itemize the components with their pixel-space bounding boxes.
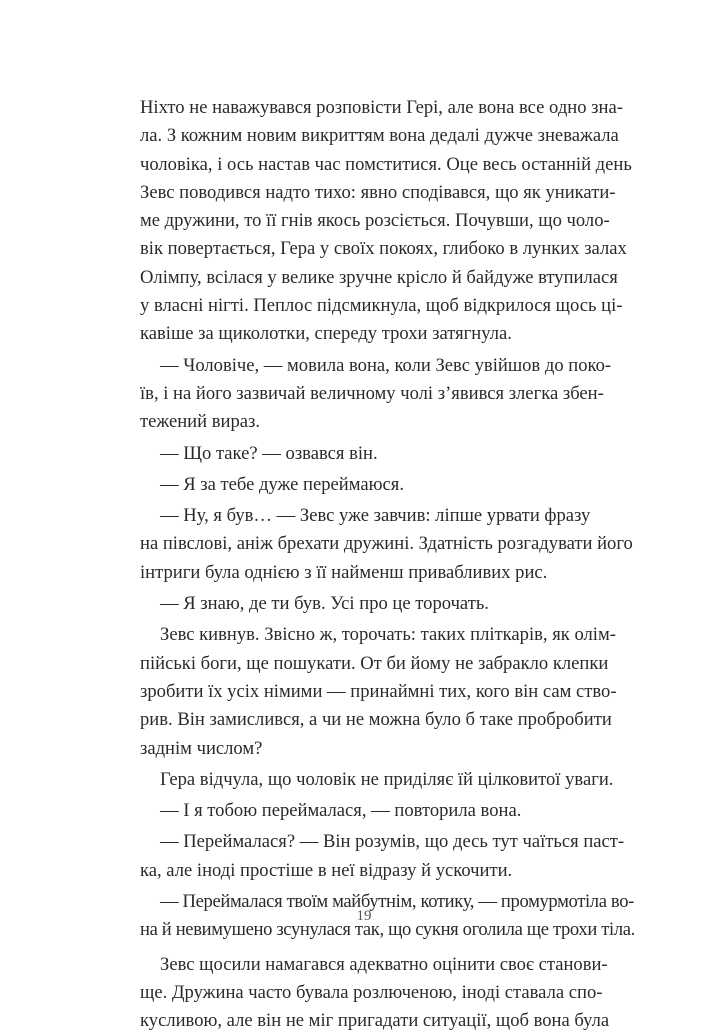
text-line: пійські боги, ще пошукати. От би йому не забракло клепки [140,652,609,674]
text-line: чоловіка, і ось настав час помститися. Оце весь останній день [140,153,632,175]
text-line: рив. Він замислився, а чи не можна було б таке пробробити [140,709,612,731]
text-line: зробити їх усіх німими — принаймні тих, кого він сам ство- [140,680,617,702]
text-line: кусливою, але він не міг пригадати ситуації, щоб вона була [140,1010,610,1032]
text-line: — Я за тебе дуже переймаюся. [160,473,404,495]
text-line: на півслові, аніж брехати дружині. Здатність розгадувати його [140,533,633,555]
text-line: у власні нігті. Пеплос підсмикнула, щоб відкрилося щось ці- [140,295,623,317]
text-line: ла. З кожним новим викриттям вона дедалі дужче зневажала [140,125,619,147]
text-line: вік повертається, Гера у своїх покоях, глибоко в лункиx залах [140,238,627,260]
text-line: Зевс щосили намагався адекватно оцінити своє станови- [160,953,608,975]
text-line: — Переймалася твоїм майбутнім, котику, — промурмотіла во- [160,891,635,913]
text-line: — Чоловіче, — мовила вона, коли Зевс увійшов до поко- [160,354,612,376]
text-line: на й невимушено зсунулася так, що сукня оголила ще трохи тіла. [140,919,635,941]
text-line: заднім числом? [140,737,263,759]
text-line: Ніхто не наважувався розповісти Гері, але вона все одно зна- [140,97,623,118]
text-line: Зевс поводився надто тихо: явно сподівався, що як уникати- [140,181,616,203]
text-line: — Ну, я був… — Зевс уже завчив: ліпше урвати фразу [160,505,591,527]
text-line: — І я тобою переймалася, — повторила вона. [160,800,522,822]
body-text [140,94,635,1036]
text-line: ще. Дружина часто бувала розлюченою, іноді ставала спо- [140,981,603,1003]
text-line: кавіше за щиколотки, спереду трохи затягнула. [140,323,512,345]
text-line: — Я знаю, де ти був. Усі про це торочать. [160,593,489,615]
text-line: ка, але іноді простіше в неї відразу й ускочити. [140,859,513,881]
page-number: 19 [356,908,372,924]
text-line: Зевс кивнув. Звісно ж, торочать: таких пліткарів, як олім- [160,624,616,646]
text-line: ме дружини, то її гнів якось розсіється. Почувши, що чоло- [140,210,610,232]
text-line: — Переймалася? — Він розумів, що десь тут чаїться паст- [160,831,625,853]
text-line: Олімпу, всілася у велике зручне крісло й байдуже втупилася [140,266,618,288]
text-line: їв, і на його зазвичай величному чолі з’явився злегка збен- [140,382,604,404]
text-line: Гера відчула, що чоловік не приділяє їй цілковитої уваги. [160,768,614,790]
text-line: тежений вираз. [140,411,261,433]
text-line: — Що таке? — озвався він. [160,442,378,464]
text-line: інтриги була однією з її найменш привабливих рис. [140,561,548,583]
